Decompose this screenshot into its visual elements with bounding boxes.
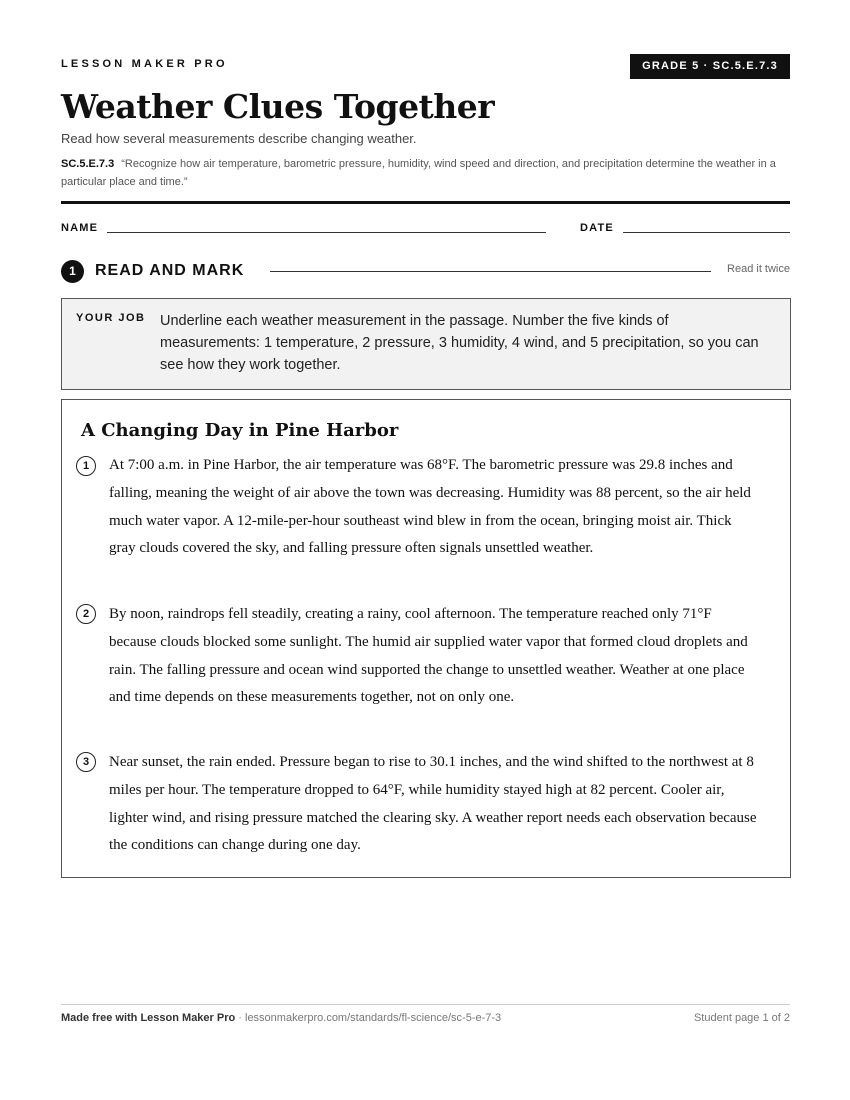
worksheet-page xyxy=(61,0,790,1100)
date-label: DATE xyxy=(580,222,614,234)
section-note: Read it twice xyxy=(727,263,790,275)
footer-divider xyxy=(61,1004,790,1005)
your-job-instructions: Underline each weather measurement in the passage. Number the five kinds of measurements: 1 temperature, 2 pressure, 3 humidity, 4 wind, and 5 precipitation, so you can see how they work together. xyxy=(160,313,759,373)
header-divider xyxy=(61,201,790,204)
standard-statement xyxy=(61,155,790,191)
brand-name: LESSON MAKER PRO xyxy=(61,58,228,70)
footer-made-with: Made free with Lesson Maker Pro xyxy=(61,1012,236,1024)
footer-credit xyxy=(61,1012,501,1024)
grade-badge: GRADE 5 · SC.5.E.7.3 xyxy=(630,54,790,79)
footer-url-link[interactable]: · lessonmakerpro.com/standards/fl-science/sc-5-e-7-3 xyxy=(238,1012,502,1024)
your-job-box xyxy=(61,298,791,390)
passage-paragraph-1[interactable]: At 7:00 a.m. in Pine Harbor, the air temperature was 68°F. The barometric pressure was 29.8 inches and falling, meaning the weight of air above the town was decreasing. Humidity was 88 percent, so the air held much water vapor. A 12-mile-per-hour southeast wind blew in from the ocean, bringing moist air. Thick gray clouds covered the sky, and falling pressure often signals unsettled weather. xyxy=(109,457,751,557)
name-label: NAME xyxy=(61,222,99,234)
page-subtitle: Read how several measurements describe changing weather. xyxy=(61,131,417,146)
passage-box xyxy=(61,399,791,878)
paragraph-number-1: 1 xyxy=(76,456,96,476)
passage-paragraph-2[interactable]: By noon, raindrops fell steadily, creating a rainy, cool afternoon. The temperature reached only 71°F because clouds blocked some sunlight. The humid air supplied water vapor that formed cloud droplets and rain. The falling pressure and ocean wind supported the change to unsettled weather. Weather at one place and time depends on these measurements together, not on only one. xyxy=(109,606,748,706)
footer-page-number: Student page 1 of 2 xyxy=(693,1012,790,1024)
passage-title: A Changing Day in Pine Harbor xyxy=(81,420,399,441)
passage-paragraph-3[interactable]: Near sunset, the rain ended. Pressure began to rise to 30.1 inches, and the wind shifted to the northwest at 8 miles per hour. The temperature dropped to 64°F, while humidity stayed high at 82 percent. Cooler air, lighter wind, and rising pressure matched the clearing sky. A weather report needs each observation because the conditions can change during one day. xyxy=(109,754,757,854)
name-field[interactable] xyxy=(107,232,546,233)
section-number-badge: 1 xyxy=(61,260,84,283)
section-divider xyxy=(270,271,711,272)
paragraph-number-3: 3 xyxy=(76,752,96,772)
section-title: READ AND MARK xyxy=(95,262,245,279)
your-job-label: YOUR JOB xyxy=(76,312,146,324)
paragraph-number-2: 2 xyxy=(76,604,96,624)
page-title: Weather Clues Together xyxy=(61,87,495,126)
standard-text: “Recognize how air temperature, barometric pressure, humidity, wind speed and direction, and precipitation determine the weather in a particular place and time.” xyxy=(61,158,776,188)
standard-code: SC.5.E.7.3 xyxy=(61,158,115,170)
date-field[interactable] xyxy=(623,232,790,233)
